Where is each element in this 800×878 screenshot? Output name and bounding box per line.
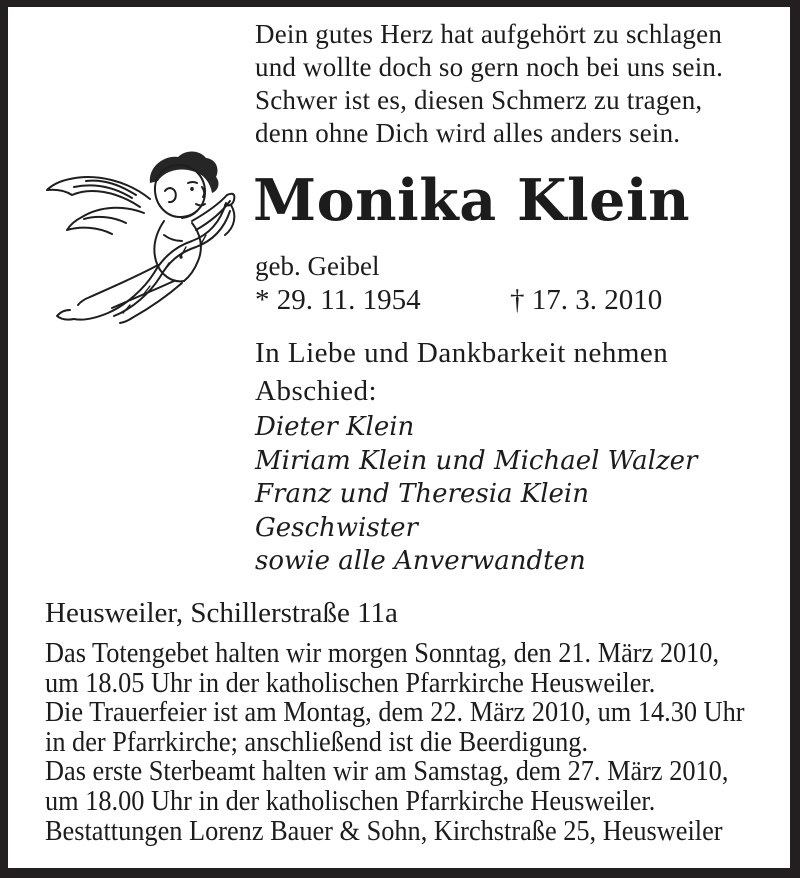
poem (255, 18, 723, 150)
farewell-statement (255, 334, 668, 410)
mourner-line: Geschwister (255, 512, 418, 543)
funeral-home-line: Bestattungen Lorenz Bauer & Sohn, Kirchstraße 25, Heusweiler (45, 816, 723, 847)
poem-line: denn ohne Dich wird alles anders sein. (255, 118, 681, 148)
life-dates (255, 283, 662, 317)
birth-date: * 29. 11. 1954 (255, 284, 421, 316)
announcement-line: Die Trauerfeier ist am Montag, dem 22. März 2010, um 14.30 Uhr (45, 697, 745, 729)
maiden-name: geb. Geibel (255, 251, 380, 281)
poem-line: Schwer ist es, diesen Schmerz zu tragen, (255, 85, 703, 115)
cherub-angel-icon (24, 137, 242, 329)
mourner-line: Dieter Klein (255, 412, 415, 442)
death-date: † 17. 3. 2010 (510, 284, 663, 316)
poem-line: Dein gutes Herz hat aufgehört zu schlagen (255, 19, 723, 49)
poem-line: und wollte doch so gern noch bei uns sein. (255, 52, 724, 82)
announcement-line: Das Totengebet halten wir morgen Sonntag, den 21. März 2010, (45, 638, 720, 669)
mourner-line: Franz und Theresia Klein (255, 479, 589, 509)
mourner-line: Miriam Klein und Michael Walzer (255, 445, 698, 476)
mourner-line: sowie alle Anverwandten (255, 546, 586, 576)
mourner-list (255, 411, 697, 579)
announcement-line: Das erste Sterbeamt halten wir am Samstag, dem 27. März 2010, (45, 756, 729, 788)
farewell-line: Abschied: (255, 375, 378, 407)
farewell-line: In Liebe und Dankbarkeit nehmen (255, 337, 669, 369)
announcement-line: um 18.05 Uhr in der katholischen Pfarrkirche Heusweiler. (45, 667, 656, 699)
announcement-line: in der Pfarrkirche; anschließend ist die Beerdigung. (45, 726, 589, 758)
deceased-name: Monika Klein (253, 167, 691, 234)
announcement-line: um 18.00 Uhr in der katholischen Pfarrkirche Heusweiler. (45, 785, 656, 817)
service-announcements (45, 639, 745, 817)
family-address: Heusweiler, Schillerstraße 11a (45, 597, 398, 629)
